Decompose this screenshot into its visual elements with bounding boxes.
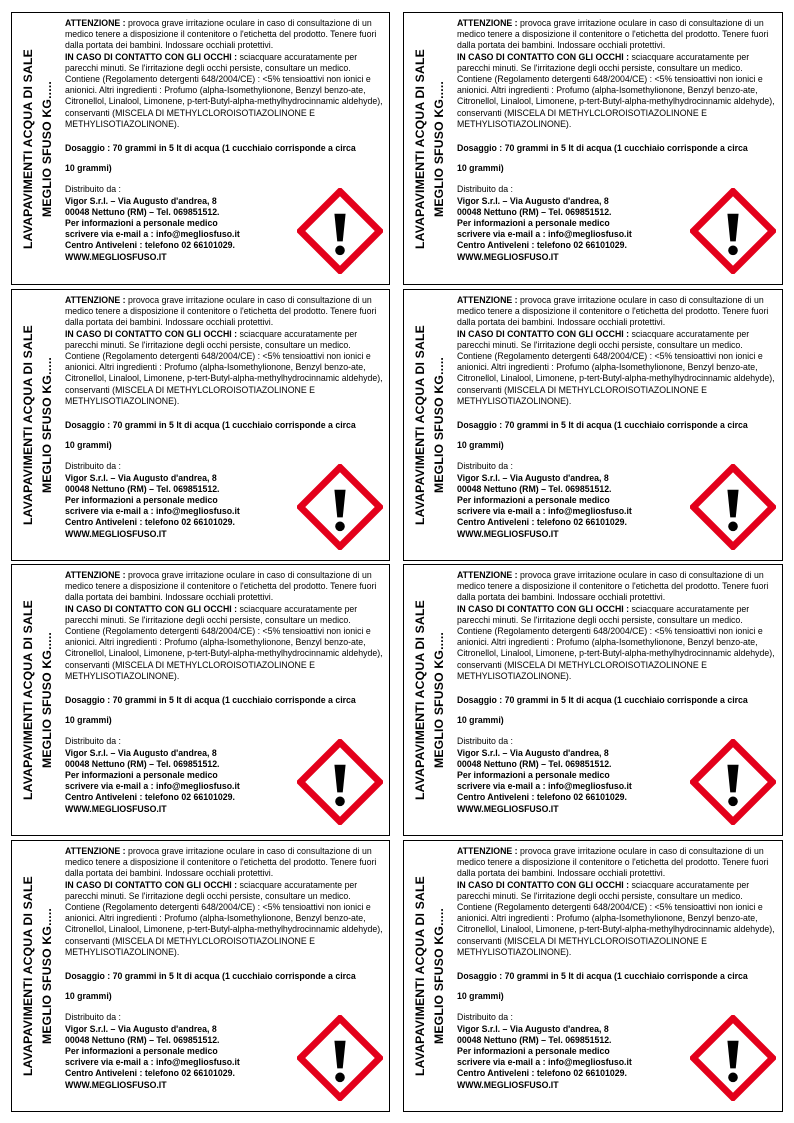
product-name-line1: LAVAPAVIMENTI ACQUA DI SALE bbox=[413, 48, 427, 249]
warning-paragraph bbox=[457, 570, 776, 604]
contact-email: scrivere via e-mail a : info@megliosfuso.it bbox=[65, 506, 240, 517]
distributor-intro: Distribuito da : bbox=[457, 736, 513, 747]
eye-contact-text: sciacquare accuratamente per parecchi minuti. Se l'irritazione degli occhi persiste, consultare un medico. bbox=[65, 328, 358, 350]
attention-label: ATTENZIONE : bbox=[457, 295, 518, 305]
warning-paragraph bbox=[457, 295, 776, 329]
dosage-line1: Dosaggio : 70 grammi in 5 lt di acqua (1 cucchiaio corrisponde a circa bbox=[457, 143, 748, 154]
product-label-6 bbox=[403, 564, 783, 836]
ingredients-text: Contiene (Regolamento detergenti 648/2004/CE) : <5% tensioattivi non ionici e anionici. Altri ingredienti : Profumo (alpha-Isomethylionone, Benzyl benzo-ate, Citronellol, Linalool, Limonene, p-tert-Butyl-alpha-methylhydrocinnamic aldehyde), conservanti (MISCELA DI METHYLCLOROISOTIAZOLINONE E METHYLISOTIAZOLINONE). bbox=[457, 902, 775, 957]
medical-info: Per informazioni a personale medico bbox=[457, 495, 610, 506]
distributor-intro: Distribuito da : bbox=[65, 736, 121, 747]
dosage-line2: 10 grammi) bbox=[65, 991, 112, 1002]
distributor-intro: Distribuito da : bbox=[65, 461, 121, 472]
eye-contact-label: IN CASO DI CONTATTO CON GLI OCCHI : bbox=[457, 328, 630, 339]
eye-contact-label: IN CASO DI CONTATTO CON GLI OCCHI : bbox=[65, 51, 238, 62]
eye-contact-label: IN CASO DI CONTATTO CON GLI OCCHI : bbox=[65, 603, 238, 614]
contact-email: scrivere via e-mail a : info@megliosfuso.it bbox=[65, 1057, 240, 1068]
warning-paragraph bbox=[457, 846, 776, 880]
product-name-panel bbox=[12, 565, 64, 835]
poison-center: Centro Antiveleni : telefono 02 66101029. bbox=[457, 792, 627, 803]
dosage-line1: Dosaggio : 70 grammi in 5 lt di acqua (1 cucchiaio corrisponde a circa bbox=[457, 420, 748, 431]
product-name-line2: MEGLIO SFUSO KG..... bbox=[40, 356, 54, 494]
product-name-line1: LAVAPAVIMENTI ACQUA DI SALE bbox=[413, 325, 427, 525]
website: WWW.MEGLIOSFUSO.IT bbox=[457, 1079, 559, 1090]
eye-contact-text: sciacquare accuratamente per parecchi minuti. Se l'irritazione degli occhi persiste, consultare un medico. bbox=[65, 879, 358, 901]
poison-center: Centro Antiveleni : telefono 02 66101029. bbox=[65, 1068, 235, 1079]
eye-contact-label: IN CASO DI CONTATTO CON GLI OCCHI : bbox=[457, 603, 630, 614]
product-name bbox=[411, 300, 449, 550]
medical-info: Per informazioni a personale medico bbox=[457, 770, 610, 781]
website: WWW.MEGLIOSFUSO.IT bbox=[457, 803, 559, 814]
eye-contact-paragraph bbox=[457, 604, 776, 626]
warning-paragraph bbox=[65, 18, 383, 52]
dosage-line2: 10 grammi) bbox=[457, 440, 504, 451]
attention-label: ATTENZIONE : bbox=[457, 570, 518, 580]
distributor-company: Vigor S.r.l. – Via Augusto d'andrea, 8 bbox=[65, 1023, 217, 1034]
dosage-line2: 10 grammi) bbox=[65, 163, 112, 174]
website: WWW.MEGLIOSFUSO.IT bbox=[65, 251, 167, 262]
product-name-line2: MEGLIO SFUSO KG..... bbox=[40, 631, 54, 769]
eye-contact-text: sciacquare accuratamente per parecchi minuti. Se l'irritazione degli occhi persiste, consultare un medico. bbox=[65, 51, 358, 73]
ingredients-text: Contiene (Regolamento detergenti 648/2004/CE) : <5% tensioattivi non ionici e anionici. Altri ingredienti : Profumo (alpha-Isomethylionone, Benzyl benzo-ate, Citronellol, Linalool, Limonene, p-tert-Butyl-alpha-methylhydrocinnamic aldehyde), conservanti (MISCELA DI METHYLCLOROISOTIAZOLINONE E METHYLISOTIAZOLINONE). bbox=[457, 74, 775, 129]
distributor-intro: Distribuito da : bbox=[65, 184, 121, 195]
attention-text: provoca grave irritazione oculare in caso di consultazione di un medico tenere a disposizione il contenitore o l'etichetta del prodotto. Tenere fuori dalla portata dei bambini. Indossare occhiali protettivi. bbox=[65, 18, 377, 51]
eye-contact-text: sciacquare accuratamente per parecchi minuti. Se l'irritazione degli occhi persiste, consultare un medico. bbox=[457, 879, 750, 901]
product-name-panel bbox=[12, 841, 64, 1111]
dosage-line2: 10 grammi) bbox=[65, 440, 112, 451]
product-name-line2: MEGLIO SFUSO KG..... bbox=[432, 356, 446, 494]
poison-center: Centro Antiveleni : telefono 02 66101029. bbox=[457, 1068, 627, 1079]
eye-contact-text: sciacquare accuratamente per parecchi minuti. Se l'irritazione degli occhi persiste, consultare un medico. bbox=[457, 603, 750, 625]
distributor-intro: Distribuito da : bbox=[457, 461, 513, 472]
product-name-line1: LAVAPAVIMENTI ACQUA DI SALE bbox=[21, 48, 35, 249]
eye-contact-paragraph bbox=[457, 52, 776, 74]
dosage-line1: Dosaggio : 70 grammi in 5 lt di acqua (1 cucchiaio corrisponde a circa bbox=[65, 420, 356, 431]
distributor-intro: Distribuito da : bbox=[457, 184, 513, 195]
product-name-line1: LAVAPAVIMENTI ACQUA DI SALE bbox=[21, 876, 35, 1076]
eye-contact-paragraph bbox=[65, 880, 383, 902]
website: WWW.MEGLIOSFUSO.IT bbox=[65, 803, 167, 814]
ingredients-text: Contiene (Regolamento detergenti 648/2004/CE) : <5% tensioattivi non ionici e anionici. Altri ingredienti : Profumo (alpha-Isomethylionone, Benzyl benzo-ate, Citronellol, Linalool, Limonene, p-tert-Butyl-alpha-methylhydrocinnamic aldehyde), conservanti (MISCELA DI METHYLCLOROISOTIAZOLINONE E METHYLISOTIAZOLINONE). bbox=[65, 626, 383, 681]
eye-contact-text: sciacquare accuratamente per parecchi minuti. Se l'irritazione degli occhi persiste, consultare un medico. bbox=[457, 328, 750, 350]
product-name-line2: MEGLIO SFUSO KG..... bbox=[432, 80, 446, 217]
product-name-line1: LAVAPAVIMENTI ACQUA DI SALE bbox=[413, 600, 427, 800]
dosage-line1: Dosaggio : 70 grammi in 5 lt di acqua (1 cucchiaio corrisponde a circa bbox=[65, 143, 356, 154]
product-label-3 bbox=[11, 289, 390, 561]
product-name-panel bbox=[404, 565, 456, 835]
contact-email: scrivere via e-mail a : info@megliosfuso.it bbox=[457, 229, 632, 240]
eye-contact-paragraph bbox=[65, 52, 383, 74]
product-name bbox=[19, 24, 57, 274]
distributor-address: 00048 Nettuno (RM) – Tel. 069851512. bbox=[457, 206, 612, 217]
warning-paragraph bbox=[65, 846, 383, 880]
attention-text: provoca grave irritazione oculare in caso di consultazione di un medico tenere a disposizione il contenitore o l'etichetta del prodotto. Tenere fuori dalla portata dei bambini. Indossare occhiali protettivi. bbox=[457, 18, 769, 51]
attention-label: ATTENZIONE : bbox=[65, 570, 126, 580]
ghs-exclamation-mark-icon bbox=[297, 1015, 383, 1101]
distributor-intro: Distribuito da : bbox=[457, 1012, 513, 1023]
ghs-exclamation-mark-icon bbox=[690, 464, 776, 550]
ghs-exclamation-mark-icon bbox=[690, 739, 776, 825]
product-name-line2: MEGLIO SFUSO KG..... bbox=[40, 907, 54, 1045]
contact-email: scrivere via e-mail a : info@megliosfuso.it bbox=[457, 781, 632, 792]
product-name-line2: MEGLIO SFUSO KG..... bbox=[432, 907, 446, 1045]
ghs-exclamation-mark-icon bbox=[297, 464, 383, 550]
eye-contact-label: IN CASO DI CONTATTO CON GLI OCCHI : bbox=[65, 879, 238, 890]
medical-info: Per informazioni a personale medico bbox=[457, 1046, 610, 1057]
dosage-line1: Dosaggio : 70 grammi in 5 lt di acqua (1 cucchiaio corrisponde a circa bbox=[457, 971, 748, 982]
contact-email: scrivere via e-mail a : info@megliosfuso.it bbox=[65, 781, 240, 792]
distributor-address: 00048 Nettuno (RM) – Tel. 069851512. bbox=[457, 483, 612, 494]
dosage-line1: Dosaggio : 70 grammi in 5 lt di acqua (1 cucchiaio corrisponde a circa bbox=[457, 695, 748, 706]
product-label-1 bbox=[11, 12, 390, 285]
contact-email: scrivere via e-mail a : info@megliosfuso.it bbox=[457, 1057, 632, 1068]
eye-contact-label: IN CASO DI CONTATTO CON GLI OCCHI : bbox=[457, 51, 630, 62]
dosage-line2: 10 grammi) bbox=[457, 991, 504, 1002]
ingredients-text: Contiene (Regolamento detergenti 648/2004/CE) : <5% tensioattivi non ionici e anionici. Altri ingredienti : Profumo (alpha-Isomethylionone, Benzyl benzo-ate, Citronellol, Linalool, Limonene, p-tert-Butyl-alpha-methylhydrocinnamic aldehyde), conservanti (MISCELA DI METHYLCLOROISOTIAZOLINONE E METHYLISOTIAZOLINONE). bbox=[65, 74, 383, 129]
attention-label: ATTENZIONE : bbox=[65, 18, 126, 28]
medical-info: Per informazioni a personale medico bbox=[457, 218, 610, 229]
website: WWW.MEGLIOSFUSO.IT bbox=[457, 251, 559, 262]
product-name bbox=[19, 575, 57, 825]
eye-contact-paragraph bbox=[65, 604, 383, 626]
poison-center: Centro Antiveleni : telefono 02 66101029. bbox=[65, 517, 235, 528]
distributor-address: 00048 Nettuno (RM) – Tel. 069851512. bbox=[457, 758, 612, 769]
dosage-line2: 10 grammi) bbox=[457, 715, 504, 726]
product-name-panel bbox=[404, 841, 456, 1111]
ghs-exclamation-mark-icon bbox=[297, 188, 383, 274]
attention-text: provoca grave irritazione oculare in caso di consultazione di un medico tenere a disposizione il contenitore o l'etichetta del prodotto. Tenere fuori dalla portata dei bambini. Indossare occhiali protettivi. bbox=[457, 570, 769, 603]
distributor-intro: Distribuito da : bbox=[65, 1012, 121, 1023]
ghs-exclamation-mark-icon bbox=[297, 739, 383, 825]
ingredients-text: Contiene (Regolamento detergenti 648/2004/CE) : <5% tensioattivi non ionici e anionici. Altri ingredienti : Profumo (alpha-Isomethylionone, Benzyl benzo-ate, Citronellol, Linalool, Limonene, p-tert-Butyl-alpha-methylhydrocinnamic aldehyde), conservanti (MISCELA DI METHYLCLOROISOTIAZOLINONE E METHYLISOTIAZOLINONE). bbox=[457, 351, 775, 406]
attention-label: ATTENZIONE : bbox=[65, 295, 126, 305]
distributor-address: 00048 Nettuno (RM) – Tel. 069851512. bbox=[65, 1034, 220, 1045]
product-label-8 bbox=[403, 840, 783, 1112]
eye-contact-paragraph bbox=[65, 329, 383, 351]
distributor-address: 00048 Nettuno (RM) – Tel. 069851512. bbox=[457, 1034, 612, 1045]
eye-contact-paragraph bbox=[457, 880, 776, 902]
warning-paragraph bbox=[65, 570, 383, 604]
product-name bbox=[19, 851, 57, 1101]
eye-contact-paragraph bbox=[457, 329, 776, 351]
product-name-line1: LAVAPAVIMENTI ACQUA DI SALE bbox=[21, 325, 35, 525]
attention-text: provoca grave irritazione oculare in caso di consultazione di un medico tenere a disposizione il contenitore o l'etichetta del prodotto. Tenere fuori dalla portata dei bambini. Indossare occhiali protettivi. bbox=[65, 846, 377, 879]
dosage-line1: Dosaggio : 70 grammi in 5 lt di acqua (1 cucchiaio corrisponde a circa bbox=[65, 971, 356, 982]
product-name bbox=[19, 300, 57, 550]
product-label-7 bbox=[11, 840, 390, 1112]
product-name-panel bbox=[12, 13, 64, 284]
product-name-panel bbox=[404, 290, 456, 560]
contact-email: scrivere via e-mail a : info@megliosfuso.it bbox=[457, 506, 632, 517]
attention-text: provoca grave irritazione oculare in caso di consultazione di un medico tenere a disposizione il contenitore o l'etichetta del prodotto. Tenere fuori dalla portata dei bambini. Indossare occhiali protettivi. bbox=[65, 295, 377, 328]
medical-info: Per informazioni a personale medico bbox=[65, 218, 218, 229]
dosage-line2: 10 grammi) bbox=[457, 163, 504, 174]
attention-text: provoca grave irritazione oculare in caso di consultazione di un medico tenere a disposizione il contenitore o l'etichetta del prodotto. Tenere fuori dalla portata dei bambini. Indossare occhiali protettivi. bbox=[457, 846, 769, 879]
medical-info: Per informazioni a personale medico bbox=[65, 495, 218, 506]
poison-center: Centro Antiveleni : telefono 02 66101029. bbox=[457, 517, 627, 528]
product-name-line2: MEGLIO SFUSO KG..... bbox=[432, 631, 446, 769]
attention-label: ATTENZIONE : bbox=[457, 846, 518, 856]
ingredients-text: Contiene (Regolamento detergenti 648/2004/CE) : <5% tensioattivi non ionici e anionici. Altri ingredienti : Profumo (alpha-Isomethylionone, Benzyl benzo-ate, Citronellol, Linalool, Limonene, p-tert-Butyl-alpha-methylhydrocinnamic aldehyde), conservanti (MISCELA DI METHYLCLOROISOTIAZOLINONE E METHYLISOTIAZOLINONE). bbox=[65, 902, 383, 957]
product-name-line1: LAVAPAVIMENTI ACQUA DI SALE bbox=[21, 600, 35, 800]
poison-center: Centro Antiveleni : telefono 02 66101029. bbox=[65, 240, 235, 251]
product-label-2 bbox=[403, 12, 783, 285]
distributor-company: Vigor S.r.l. – Via Augusto d'andrea, 8 bbox=[457, 1023, 609, 1034]
warning-paragraph bbox=[65, 295, 383, 329]
medical-info: Per informazioni a personale medico bbox=[65, 1046, 218, 1057]
product-name-line1: LAVAPAVIMENTI ACQUA DI SALE bbox=[413, 876, 427, 1076]
distributor-company: Vigor S.r.l. – Via Augusto d'andrea, 8 bbox=[457, 195, 609, 206]
poison-center: Centro Antiveleni : telefono 02 66101029. bbox=[457, 240, 627, 251]
website: WWW.MEGLIOSFUSO.IT bbox=[65, 1079, 167, 1090]
medical-info: Per informazioni a personale medico bbox=[65, 770, 218, 781]
distributor-company: Vigor S.r.l. – Via Augusto d'andrea, 8 bbox=[65, 472, 217, 483]
product-name bbox=[411, 575, 449, 825]
distributor-company: Vigor S.r.l. – Via Augusto d'andrea, 8 bbox=[65, 747, 217, 758]
distributor-address: 00048 Nettuno (RM) – Tel. 069851512. bbox=[65, 483, 220, 494]
warning-paragraph bbox=[457, 18, 776, 52]
dosage-line1: Dosaggio : 70 grammi in 5 lt di acqua (1 cucchiaio corrisponde a circa bbox=[65, 695, 356, 706]
product-name-panel bbox=[404, 13, 456, 284]
attention-text: provoca grave irritazione oculare in caso di consultazione di un medico tenere a disposizione il contenitore o l'etichetta del prodotto. Tenere fuori dalla portata dei bambini. Indossare occhiali protettivi. bbox=[457, 295, 769, 328]
product-label-5 bbox=[11, 564, 390, 836]
product-name bbox=[411, 851, 449, 1101]
distributor-company: Vigor S.r.l. – Via Augusto d'andrea, 8 bbox=[65, 195, 217, 206]
poison-center: Centro Antiveleni : telefono 02 66101029. bbox=[65, 792, 235, 803]
ingredients-text: Contiene (Regolamento detergenti 648/2004/CE) : <5% tensioattivi non ionici e anionici. Altri ingredienti : Profumo (alpha-Isomethylionone, Benzyl benzo-ate, Citronellol, Linalool, Limonene, p-tert-Butyl-alpha-methylhydrocinnamic aldehyde), conservanti (MISCELA DI METHYLCLOROISOTIAZOLINONE E METHYLISOTIAZOLINONE). bbox=[65, 351, 383, 406]
product-name-panel bbox=[12, 290, 64, 560]
website: WWW.MEGLIOSFUSO.IT bbox=[65, 528, 167, 539]
distributor-company: Vigor S.r.l. – Via Augusto d'andrea, 8 bbox=[457, 747, 609, 758]
attention-label: ATTENZIONE : bbox=[457, 18, 518, 28]
product-label-4 bbox=[403, 289, 783, 561]
website: WWW.MEGLIOSFUSO.IT bbox=[457, 528, 559, 539]
distributor-company: Vigor S.r.l. – Via Augusto d'andrea, 8 bbox=[457, 472, 609, 483]
attention-label: ATTENZIONE : bbox=[65, 846, 126, 856]
distributor-address: 00048 Nettuno (RM) – Tel. 069851512. bbox=[65, 206, 220, 217]
eye-contact-text: sciacquare accuratamente per parecchi minuti. Se l'irritazione degli occhi persiste, consultare un medico. bbox=[457, 51, 750, 73]
eye-contact-label: IN CASO DI CONTATTO CON GLI OCCHI : bbox=[65, 328, 238, 339]
ghs-exclamation-mark-icon bbox=[690, 1015, 776, 1101]
dosage-line2: 10 grammi) bbox=[65, 715, 112, 726]
distributor-address: 00048 Nettuno (RM) – Tel. 069851512. bbox=[65, 758, 220, 769]
ghs-exclamation-mark-icon bbox=[690, 188, 776, 274]
product-name bbox=[411, 24, 449, 274]
product-name-line2: MEGLIO SFUSO KG..... bbox=[40, 80, 54, 217]
eye-contact-label: IN CASO DI CONTATTO CON GLI OCCHI : bbox=[457, 879, 630, 890]
eye-contact-text: sciacquare accuratamente per parecchi minuti. Se l'irritazione degli occhi persiste, consultare un medico. bbox=[65, 603, 358, 625]
ingredients-text: Contiene (Regolamento detergenti 648/2004/CE) : <5% tensioattivi non ionici e anionici. Altri ingredienti : Profumo (alpha-Isomethylionone, Benzyl benzo-ate, Citronellol, Linalool, Limonene, p-tert-Butyl-alpha-methylhydrocinnamic aldehyde), conservanti (MISCELA DI METHYLCLOROISOTIAZOLINONE E METHYLISOTIAZOLINONE). bbox=[457, 626, 775, 681]
attention-text: provoca grave irritazione oculare in caso di consultazione di un medico tenere a disposizione il contenitore o l'etichetta del prodotto. Tenere fuori dalla portata dei bambini. Indossare occhiali protettivi. bbox=[65, 570, 377, 603]
contact-email: scrivere via e-mail a : info@megliosfuso.it bbox=[65, 229, 240, 240]
